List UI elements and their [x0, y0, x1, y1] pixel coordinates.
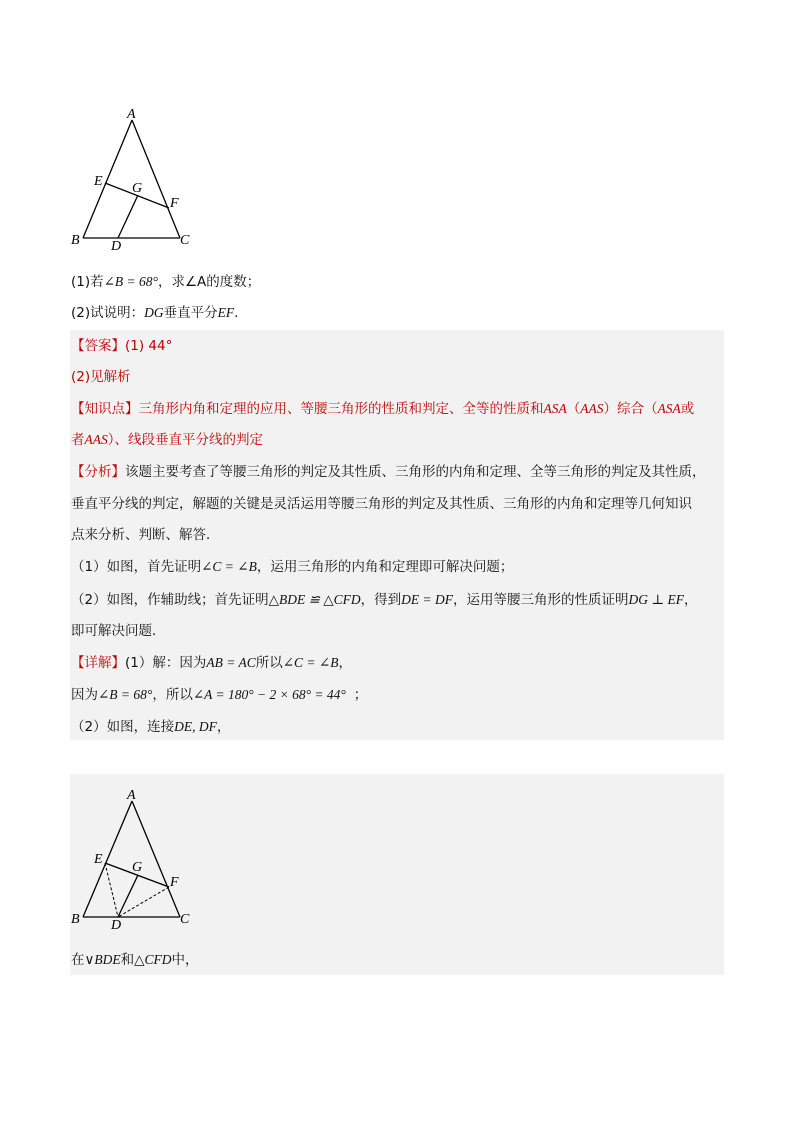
question-1 [71, 272, 260, 292]
label-B: B [71, 912, 80, 927]
detail-text-1b: 所以 [255, 655, 283, 671]
analysis-math-5b: DE = DF [401, 592, 454, 607]
analysis-text-2: 垂直平分线的判定，解题的关键是灵活运用等腰三角形的判定及其性质、三角形的内角和定理等几何知识 [71, 496, 692, 512]
q2-mid: 垂直平分 [163, 305, 218, 321]
analysis-text-5a: （2）如图，作辅助线；首先证明 [71, 592, 269, 608]
q2-prefix: (2)试说明： [71, 305, 145, 321]
triangle-diagram [68, 102, 198, 252]
detail-text-1c: ， [338, 655, 352, 671]
label-C: C [180, 233, 190, 248]
analysis-text-5c: ，运用等腰三角形的性质证明 [453, 592, 629, 608]
knowledge-math-1: ASA [543, 401, 567, 416]
label-A: A [127, 107, 136, 122]
answer-2: (2)见解析 [71, 369, 131, 385]
label-G: G [132, 181, 143, 196]
analysis-line-5 [71, 590, 697, 610]
detail-text-2c: ； [353, 687, 368, 703]
analysis-math-5c: DG ⊥ EF [628, 592, 684, 607]
detail-text-2b: ，所以 [152, 687, 193, 703]
detail-line-1 [71, 653, 352, 673]
label-G: G [132, 860, 143, 875]
detail-tag: 【详解】 [71, 655, 125, 671]
analysis-math-4: ∠C = ∠B [201, 559, 257, 574]
detail-text-2a: 因为 [71, 687, 98, 703]
analysis-text-4b: ，运用三角形的内角和定理即可解决问题； [256, 559, 514, 575]
knowledge-tag: 【知识点】 [71, 401, 139, 417]
detail-text-4b: 和 [120, 952, 135, 968]
q2-math1: DG [144, 305, 164, 320]
label-E: E [94, 174, 103, 189]
detail-text-4a: 在 [71, 952, 85, 968]
answer-tag: 【答案】 [71, 338, 125, 354]
knowledge-text-5: 者 [71, 432, 85, 448]
knowledge-text-1: 三角形内角和定理的应用、等腰三角形的性质和判定、全等的性质和 [138, 401, 544, 417]
knowledge-text-4: 或 [680, 401, 695, 417]
detail-math-3: DE, DF [174, 719, 217, 734]
detail-math-1b: ∠C = ∠B [282, 655, 339, 670]
detail-text-4c: 中， [171, 952, 199, 968]
detail-text-3a: （2）如图，连接 [71, 719, 175, 735]
analysis-text-6: 即可解决问题． [71, 623, 166, 639]
label-A: A [127, 788, 136, 803]
q1-suffix: ，求∠A的度数； [157, 274, 261, 290]
detail-line-2 [71, 685, 367, 705]
analysis-text-3: 点来分析、判断、解答． [71, 527, 220, 543]
knowledge-math-2: AAS [580, 401, 604, 416]
q2-suffix: . [234, 305, 239, 321]
triangle-diagram-dashed [68, 783, 198, 933]
answer-1: (1) 44° [125, 338, 173, 354]
label-E: E [94, 852, 103, 867]
knowledge-math-3: ASA [657, 401, 681, 416]
triangle-figure-2 [68, 783, 198, 933]
detail-line-3 [71, 717, 230, 737]
q1-prefix: (1)若 [71, 274, 104, 290]
analysis-line-3 [71, 525, 220, 545]
detail-math-2a: ∠B = 68° [98, 687, 153, 702]
solution-gap [70, 740, 724, 774]
detail-math-4a: ∨BDE [84, 952, 121, 967]
detail-math-1a: AB = AC [206, 655, 256, 670]
label-D: D [111, 239, 122, 252]
detail-text-3b: ， [216, 719, 231, 735]
knowledge-line-2 [71, 430, 263, 450]
detail-line-4 [71, 950, 199, 970]
knowledge-text-6: ）、线段垂直平分线的判定 [107, 432, 263, 448]
analysis-math-5a: △BDE ≌ △CFD [268, 592, 361, 607]
q2-math2: EF [217, 305, 235, 320]
analysis-tag: 【分析】 [71, 464, 125, 480]
label-B: B [71, 233, 80, 248]
answer-line-2 [71, 367, 131, 387]
label-D: D [111, 918, 122, 933]
analysis-line-1 [71, 462, 706, 482]
knowledge-math-4: AAS [84, 432, 108, 447]
analysis-text-5d: ， [683, 592, 698, 608]
triangle-figure-1 [68, 102, 198, 252]
detail-math-2b: ∠A = 180° − 2 × 68° = 44° [192, 687, 346, 702]
analysis-text-5b: ，得到 [360, 592, 402, 608]
detail-math-4b: △CFD [134, 952, 172, 967]
detail-text-1a: (1）解：因为 [125, 655, 207, 671]
analysis-line-6 [71, 621, 166, 641]
analysis-line-4 [71, 557, 513, 577]
label-C: C [180, 912, 190, 927]
q1-math: ∠B = 68° [103, 274, 158, 289]
label-F: F [170, 196, 179, 211]
label-F: F [170, 875, 179, 890]
analysis-text-1: 该题主要考查了等腰三角形的判定及其性质、三角形的内角和定理、全等三角形的判定及其性质， [125, 464, 706, 480]
analysis-text-4a: （1）如图，首先证明 [71, 559, 202, 575]
analysis-line-2 [71, 494, 692, 514]
question-2 [71, 303, 238, 323]
knowledge-line-1 [71, 399, 694, 419]
knowledge-text-2: （ [566, 401, 581, 417]
answer-line-1 [71, 336, 172, 356]
knowledge-text-3: ）综合（ [603, 401, 658, 417]
